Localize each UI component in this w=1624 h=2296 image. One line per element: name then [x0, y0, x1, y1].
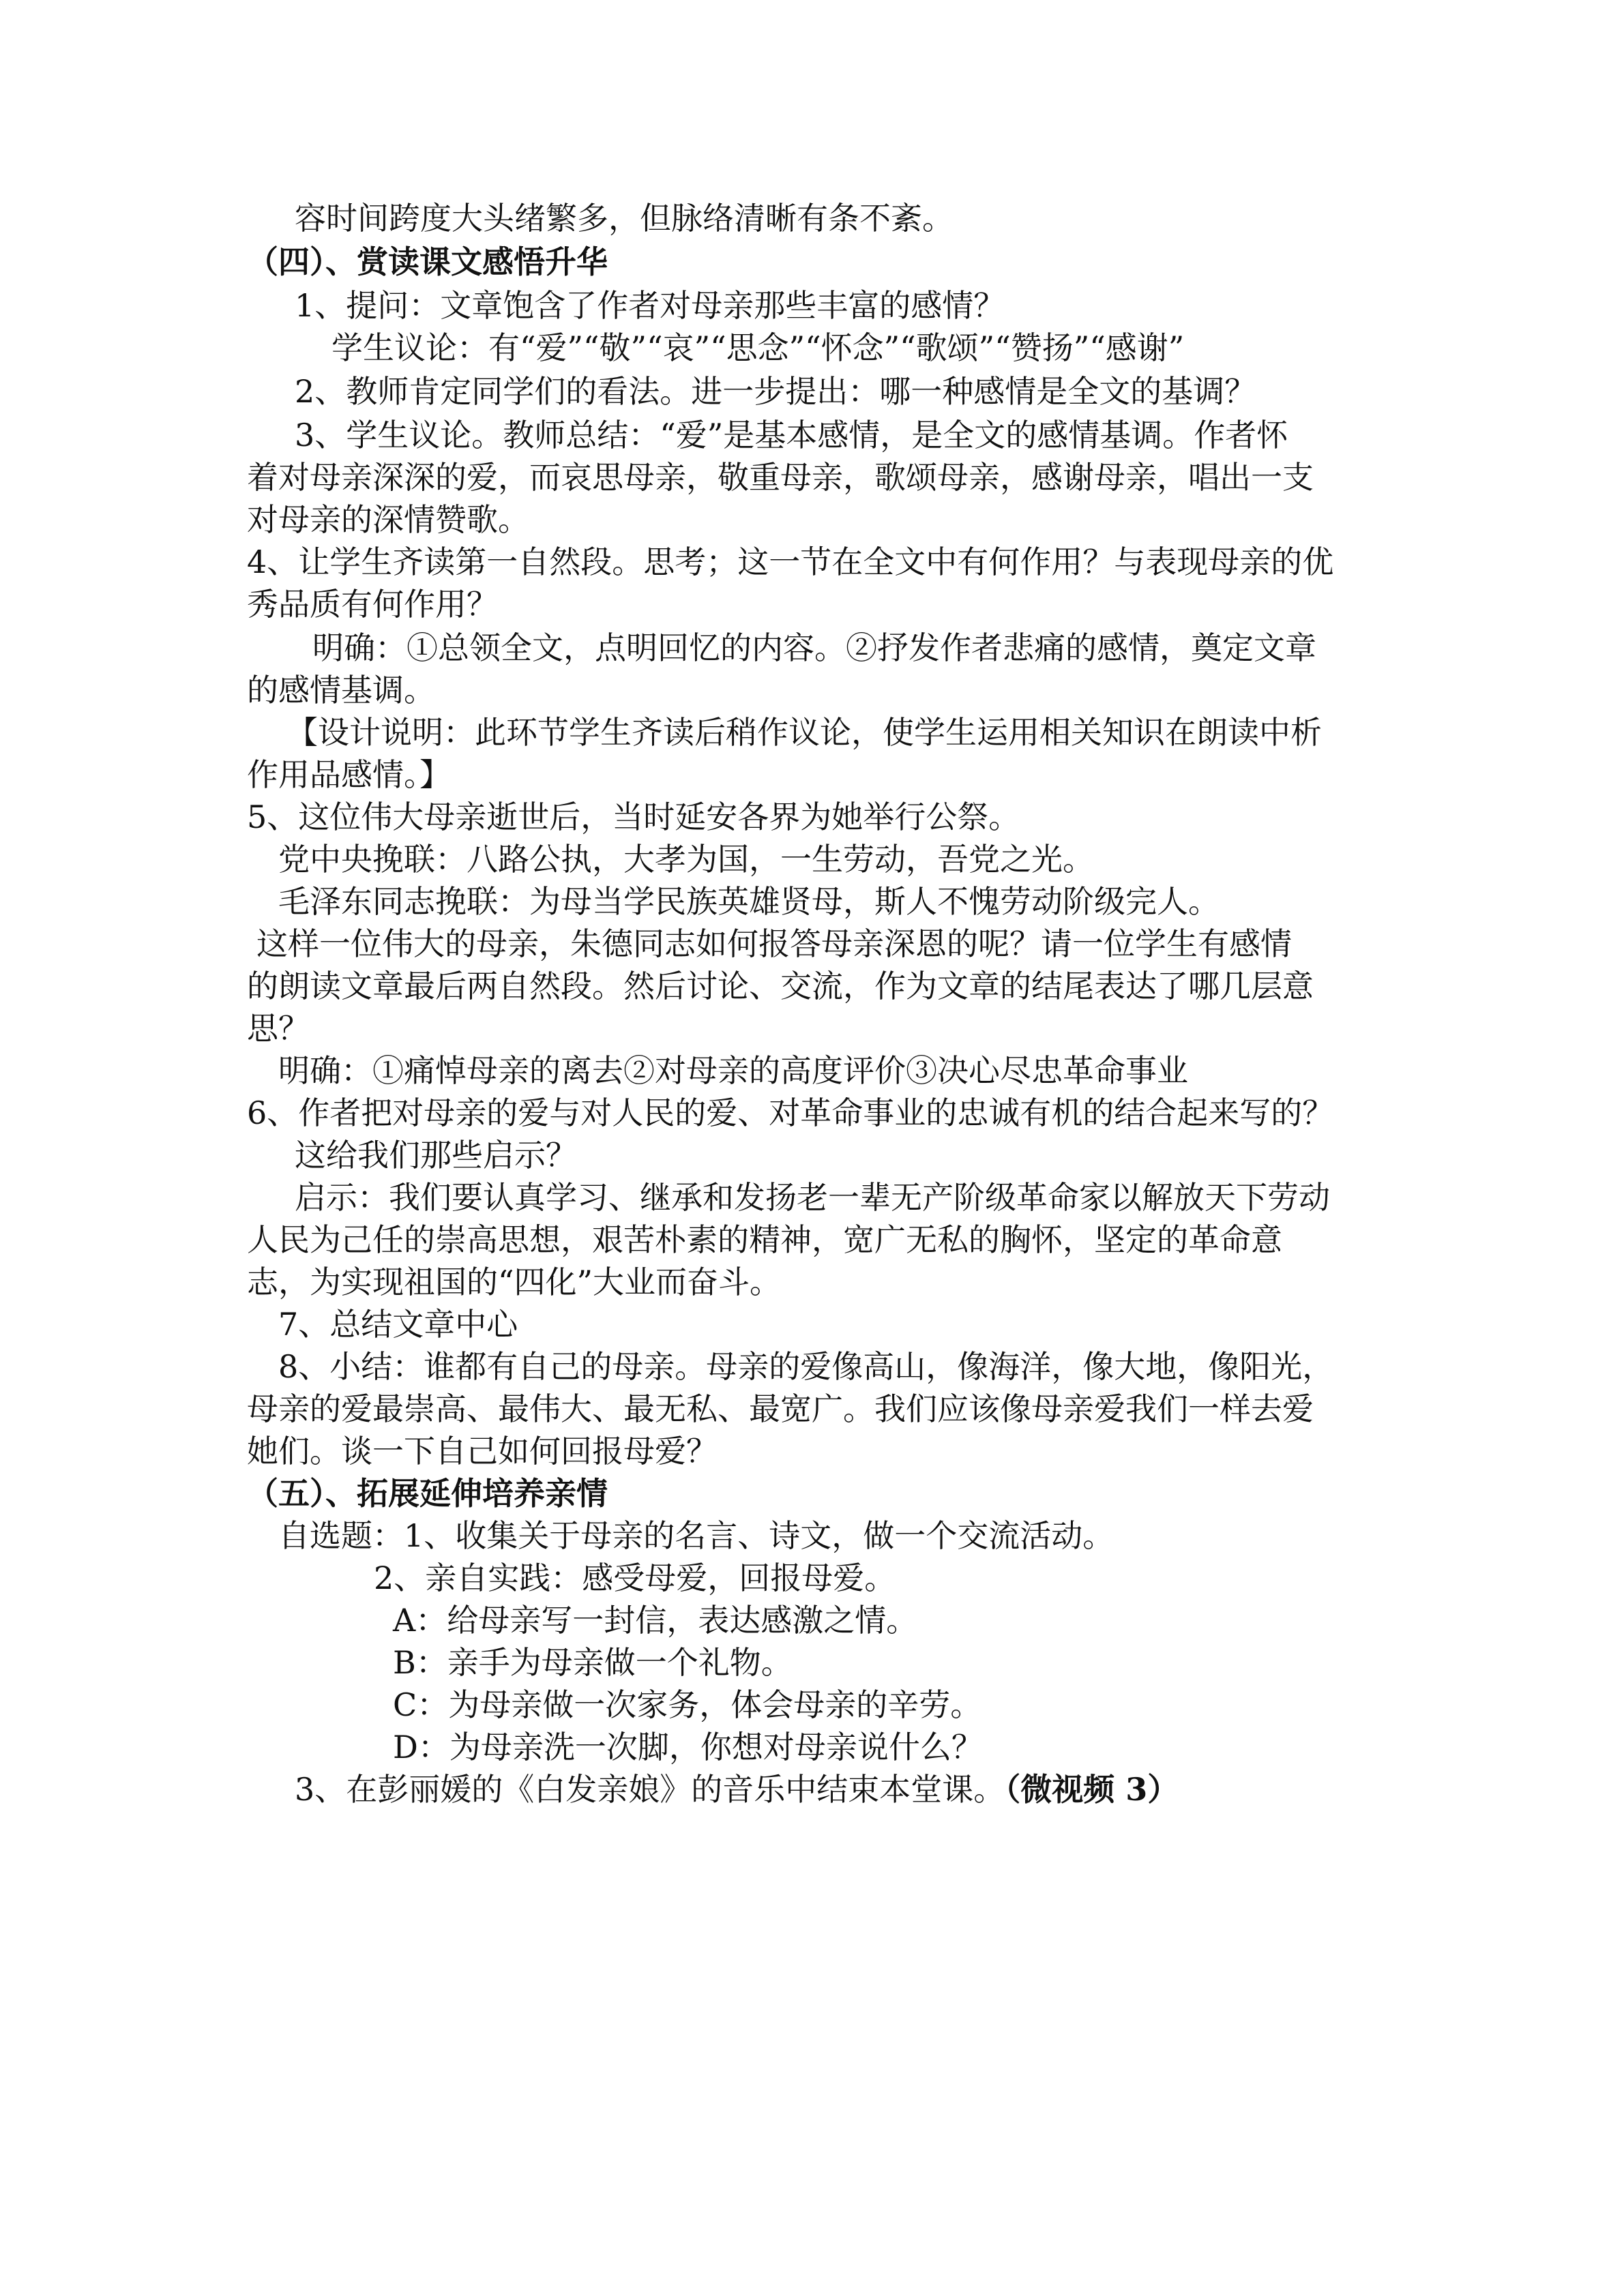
- text-line-final: [295, 1769, 1179, 1810]
- text-line: 作用品感情。】: [247, 756, 451, 793]
- text-line: 人民为己任的崇高思想，艰苦朴素的精神，宽广无私的胸怀，坚定的革命意: [247, 1221, 1282, 1258]
- section-heading: （四）、赏读课文感悟升华: [247, 243, 608, 280]
- text-line: 明确：①总领全文，点明回忆的内容。②抒发作者悲痛的感情，奠定文章: [312, 629, 1316, 666]
- text-line: 母亲的爱最崇高、最伟大、最无私、最宽广。我们应该像母亲爱我们一样去爱: [247, 1390, 1314, 1427]
- text-line: 1、提问：文章饱含了作者对母亲那些丰富的感情？: [295, 287, 1005, 324]
- text-line: 的朗读文章最后两自然段。然后讨论、交流，作为文章的结尾表达了哪几层意: [247, 968, 1314, 1004]
- text-line: 7、总结文章中心: [278, 1306, 518, 1343]
- text-line: 6、作者把对母亲的爱与对人民的爱、对革命事业的忠诚有机的结合起来写的？: [247, 1094, 1334, 1131]
- text-line: 自选题：1、收集关于母亲的名言、诗文，做一个交流活动。: [278, 1517, 1114, 1554]
- section-heading: （五）、拓展延伸培养亲情: [247, 1475, 608, 1512]
- text-line: 8、小结：谁都有自己的母亲。母亲的爱像高山，像海洋，像大地，像阳光，: [278, 1348, 1334, 1385]
- text-line: 4、让学生齐读第一自然段。思考；这一节在全文中有何作用？与表现母亲的优: [247, 543, 1334, 580]
- text-line: 【设计说明：此环节学生齐读后稍作议论，使学生运用相关知识在朗读中析: [286, 714, 1322, 751]
- text-line: 2、教师肯定同学们的看法。进一步提出：哪一种感情是全文的基调？: [295, 373, 1256, 410]
- text-line: 3、在彭丽媛的《白发亲娘》的音乐中结束本堂课。: [295, 1771, 1005, 1808]
- text-line: 秀品质有何作用？: [247, 586, 498, 623]
- text-line: 这样一位伟大的母亲，朱德同志如何报答母亲深恩的呢？请一位学生有感情: [256, 925, 1292, 962]
- text-line: 学生议论：有“爱”“敬”“哀”“思念”“怀念”“歌颂”“赞扬”“感谢”: [331, 329, 1185, 366]
- list-item: C：为母亲做一次家务，体会母亲的辛劳。: [393, 1686, 982, 1723]
- text-line: 她们。谈一下自己如何回报母爱？: [247, 1433, 718, 1470]
- text-line: 2、亲自实践：感受母爱，回报母爱。: [374, 1560, 896, 1596]
- text-line: 容时间跨度大头绪繁多，但脉络清晰有条不紊。: [295, 200, 954, 237]
- text-line: 3、学生议论。教师总结：“爱”是基本感情，是全文的感情基调。作者怀: [295, 417, 1288, 453]
- text-line: 启示：我们要认真学习、继承和发扬老一辈无产阶级革命家以解放天下劳动: [295, 1179, 1330, 1216]
- text-line: 思？: [247, 1010, 310, 1047]
- list-item: D：为母亲洗一次脚，你想对母亲说什么？: [393, 1729, 983, 1765]
- list-item: B：亲手为母亲做一个礼物。: [393, 1644, 793, 1681]
- text-line: 着对母亲深深的爱，而哀思母亲，敬重母亲，歌颂母亲，感谢母亲，唱出一支: [247, 459, 1314, 496]
- text-line: 5、这位伟大母亲逝世后，当时延安各界为她举行公祭。: [247, 799, 1020, 835]
- micro-video-label: （微视频 3）: [1005, 1771, 1179, 1808]
- text-line: 志，为实现祖国的“四化”大业而奋斗。: [247, 1264, 782, 1300]
- text-line: 明确：①痛悼母亲的离去②对母亲的高度评价③决心尽忠革命事业: [278, 1052, 1188, 1089]
- text-line: 的感情基调。: [247, 672, 435, 709]
- text-line: 党中央挽联：八路公执，大孝为国，一生劳动，吾党之光。: [278, 841, 1094, 878]
- text-line: 对母亲的深情赞歌。: [247, 501, 529, 538]
- list-item: A：给母亲写一封信，表达感激之情。: [393, 1602, 918, 1639]
- text-line: 毛泽东同志挽联：为母当学民族英雄贤母，斯人不愧劳动阶级完人。: [278, 883, 1220, 920]
- text-line: 这给我们那些启示？: [295, 1137, 577, 1174]
